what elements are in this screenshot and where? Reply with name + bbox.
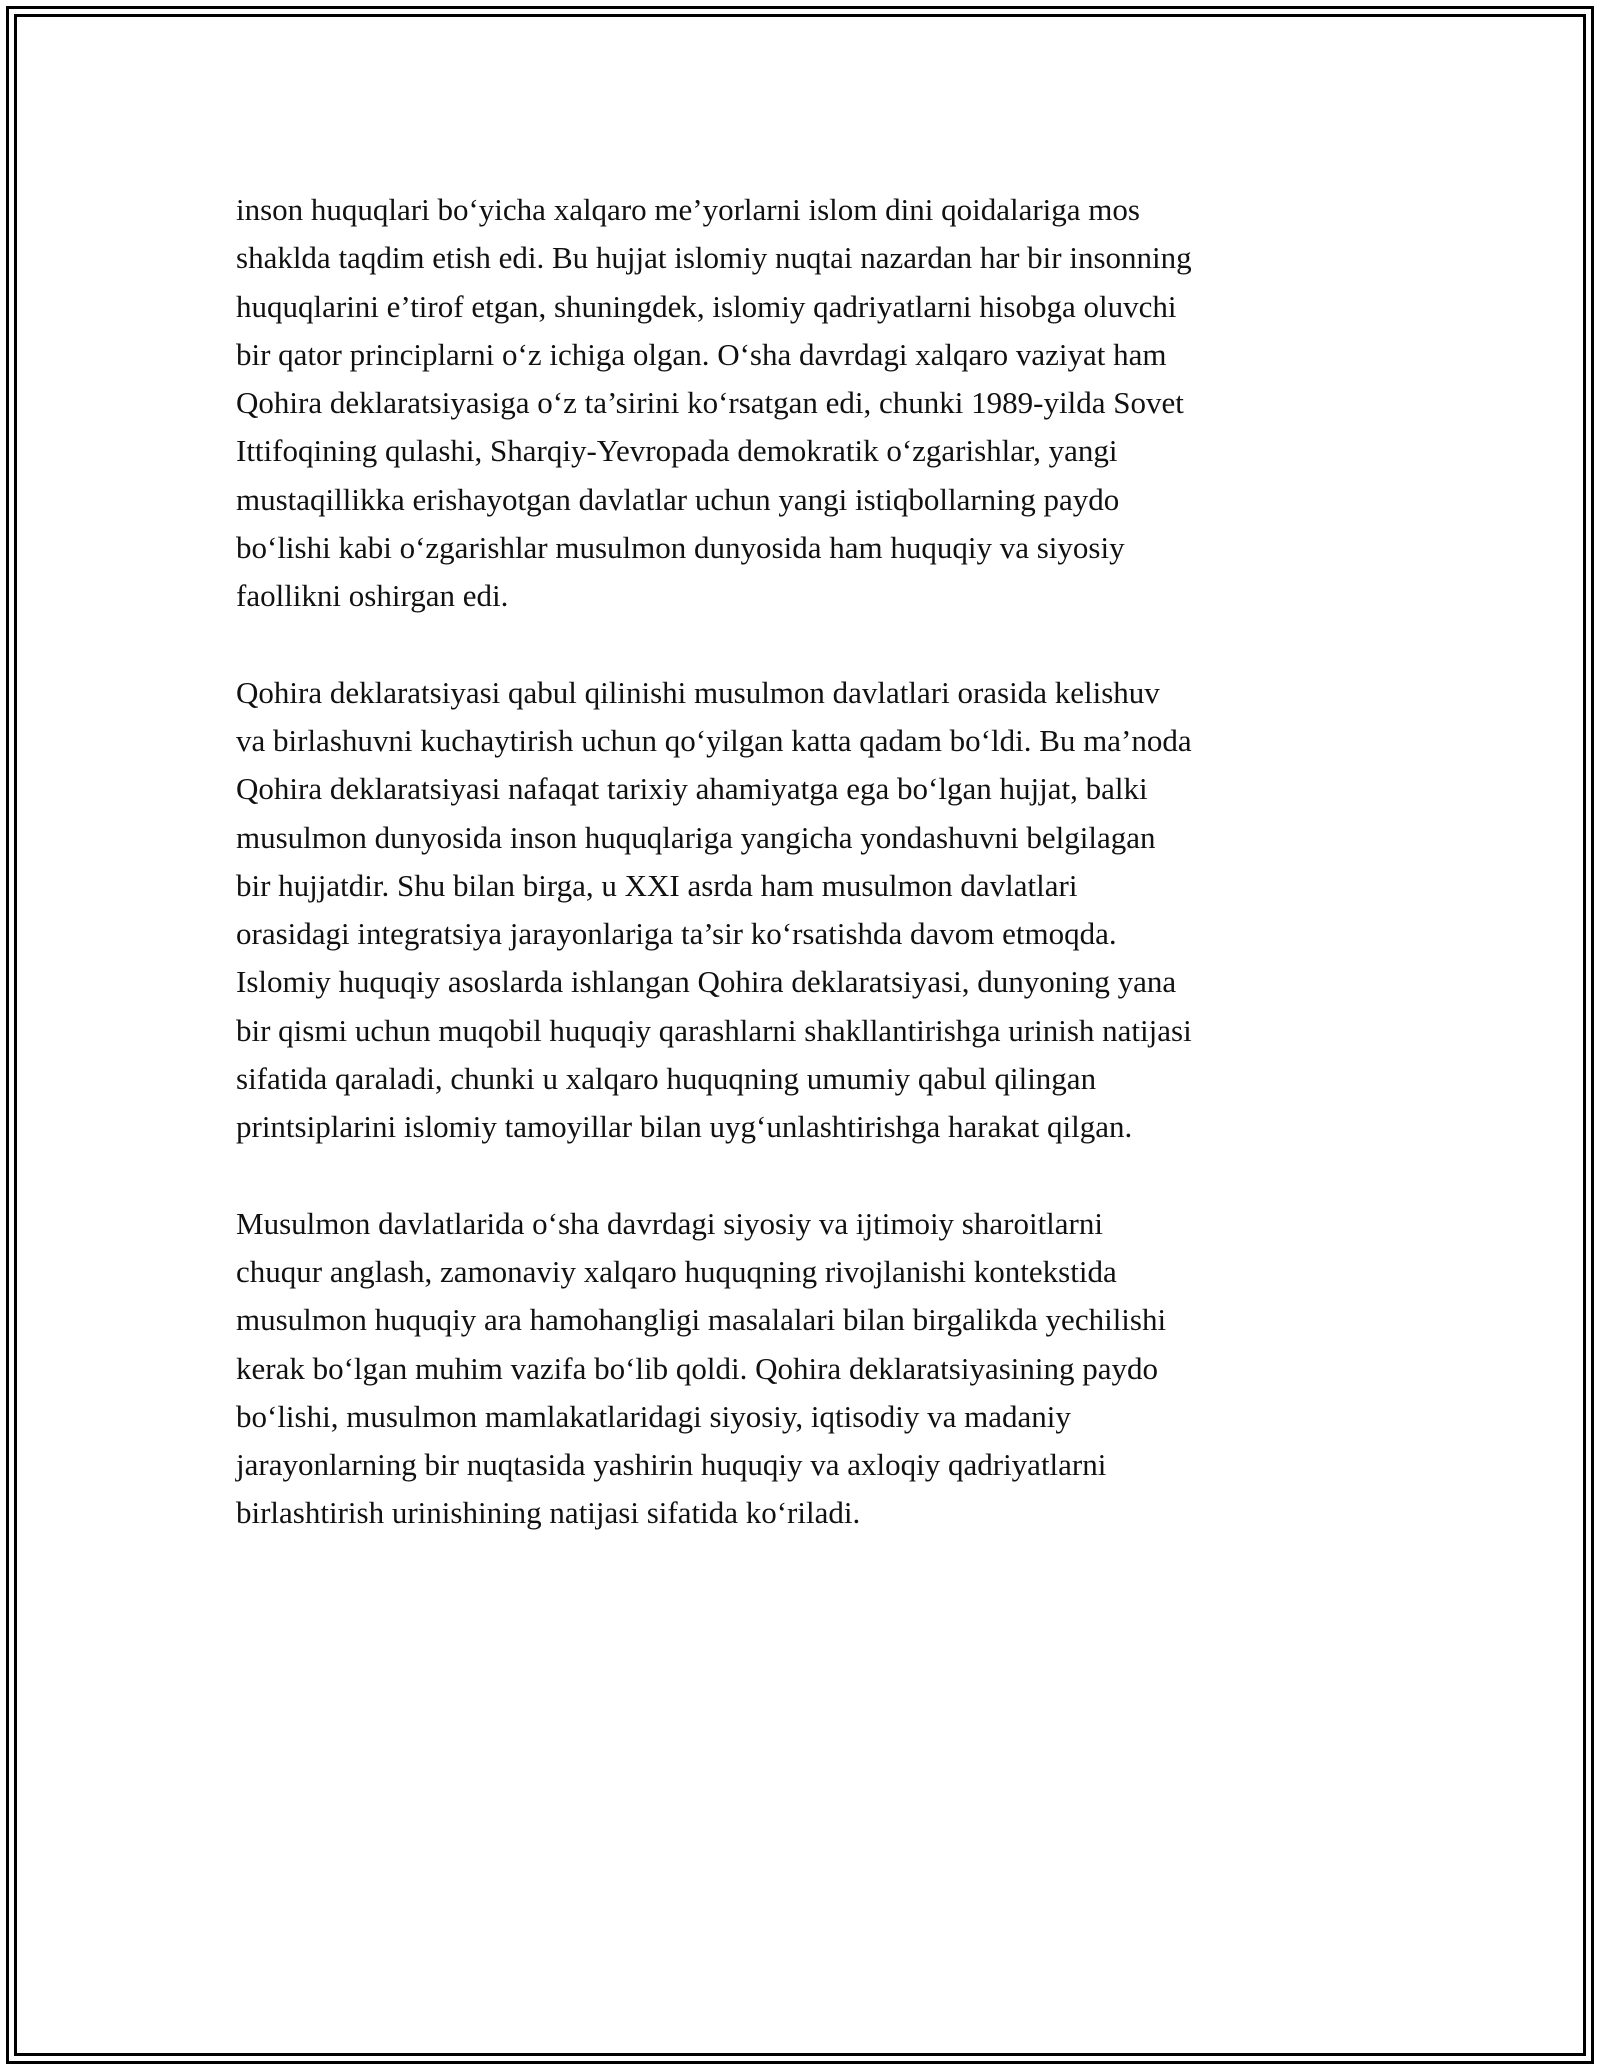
text-line: Qohira deklaratsiyasi qabul qilinishi musulmon davlatlari orasida kelishuv (236, 674, 1160, 710)
text-line: bo‘lishi, musulmon mamlakatlaridagi siyosiy, iqtisodiy va madaniy (236, 1398, 1071, 1434)
text-line: Ittifoqining qulashi, Sharqiy-Yevropada demokratik o‘zgarishlar, yangi (236, 433, 1118, 469)
text-line: musulmon huquqiy ara hamohangligi masalalari bilan birgalikda yechilishi (236, 1302, 1167, 1338)
text-line: inson huquqlari bo‘yicha xalqaro me’yorlarni islom dini qoidalariga mos (236, 192, 1140, 227)
paragraph-1 (236, 186, 1396, 621)
text-line: musulmon dunyosida inson huquqlariga yangicha yondashuvni belgilagan (236, 819, 1156, 855)
text-line: Qohira deklaratsiyasiga o‘z ta’sirini ko‘rsatgan edi, chunki 1989-yilda Sovet (236, 385, 1184, 421)
paragraph-3 (236, 1200, 1396, 1538)
paragraph-2 (236, 669, 1396, 1152)
text-line: huquqlarini e’tirof etgan, shuningdek, islomiy qadriyatlarni hisobga oluvchi (236, 288, 1177, 324)
text-line: Qohira deklaratsiyasi nafaqat tarixiy ahamiyatga ega bo‘lgan hujjat, balki (236, 771, 1148, 807)
text-line: faollikni oshirgan edi. (236, 578, 509, 614)
text-line: bo‘lishi kabi o‘zgarishlar musulmon dunyosida ham huquqiy va siyosiy (236, 530, 1125, 566)
text-line: Islomiy huquqiy asoslarda ishlangan Qohira deklaratsiyasi, dunyoning yana (236, 964, 1177, 1000)
text-line: bir hujjatdir. Shu bilan birga, u XXI asrda ham musulmon davlatlari (236, 867, 1078, 903)
text-line: orasidagi integratsiya jarayonlariga ta’sir ko‘rsatishda davom etmoqda. (236, 916, 1117, 952)
text-line: va birlashuvni kuchaytirish uchun qo‘yilgan katta qadam bo‘ldi. Bu ma’noda (236, 722, 1192, 758)
text-line: sifatida qaraladi, chunki u xalqaro huquqning umumiy qabul qilingan (236, 1061, 1097, 1097)
text-line: printsiplarini islomiy tamoyillar bilan uyg‘unlashtirishga harakat qilgan. (236, 1109, 1133, 1145)
text-line: mustaqillikka erishayotgan davlatlar uchun yangi istiqbollarning paydo (236, 481, 1120, 517)
text-line: bir qismi uchun muqobil huquqiy qarashlarni shakllantirishga urinish natijasi (236, 1012, 1192, 1048)
text-line: birlashtirish urinishining natijasi sifatida ko‘riladi. (236, 1495, 861, 1531)
text-line: bir qator principlarni o‘z ichiga olgan. O‘sha davrdagi xalqaro vaziyat ham (236, 336, 1167, 372)
document-body (236, 186, 1396, 1538)
text-line: jarayonlarning bir nuqtasida yashirin huquqiy va axloqiy qadriyatlarni (236, 1447, 1107, 1483)
text-line: kerak bo‘lgan muhim vazifa bo‘lib qoldi. Qohira deklaratsiyasining paydo (236, 1350, 1159, 1386)
text-line: chuqur anglash, zamonaviy xalqaro huquqning rivojlanishi kontekstida (236, 1253, 1117, 1289)
text-line: Musulmon davlatlarida o‘sha davrdagi siyosiy va ijtimoiy sharoitlarni (236, 1205, 1103, 1241)
text-line: shaklda taqdim etish edi. Bu hujjat islomiy nuqtai nazardan har bir insonning (236, 240, 1192, 276)
